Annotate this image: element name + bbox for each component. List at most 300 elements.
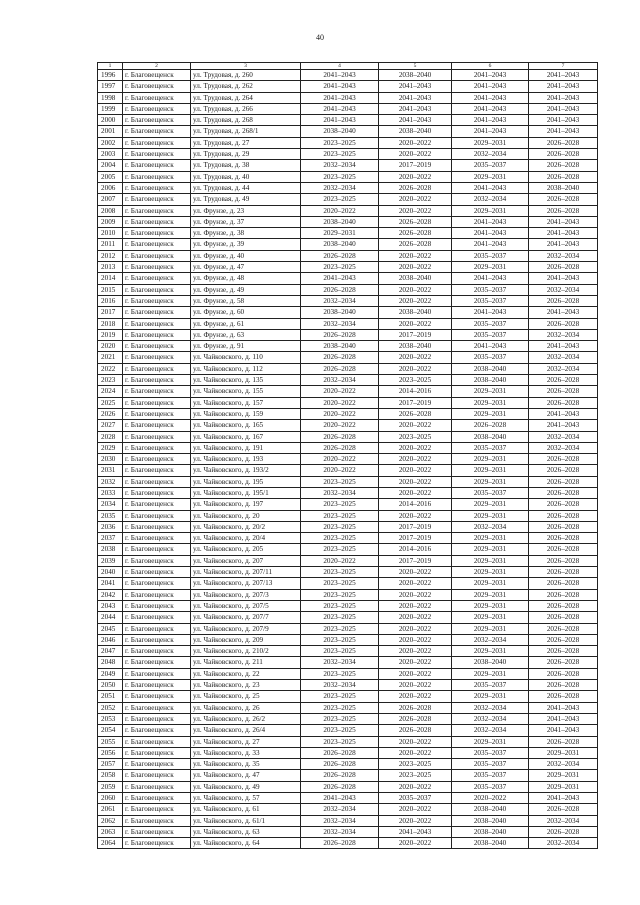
- period-cell-7: 2032–2034: [529, 431, 598, 442]
- table-row: [98, 329, 598, 340]
- table-row: [98, 838, 598, 849]
- period-cell-6: 2038–2040: [452, 826, 529, 837]
- period-cell-5: 2017–2019: [379, 555, 452, 566]
- period-cell-6: 2029–2031: [452, 578, 529, 589]
- period-cell-7: 2026–2028: [529, 657, 598, 668]
- row-number-cell: 2054: [98, 725, 123, 736]
- period-cell-6: 2029–2031: [452, 499, 529, 510]
- period-cell-5: 2017–2019: [379, 397, 452, 408]
- row-number-cell: 2005: [98, 171, 123, 182]
- table-row: [98, 702, 598, 713]
- address-cell: ул. Чайковского, д. 20/4: [191, 533, 301, 544]
- city-cell: г. Благовещенск: [123, 680, 191, 691]
- period-cell-6: 2035–2037: [452, 442, 529, 453]
- period-cell-7: 2026–2028: [529, 149, 598, 160]
- period-cell-5: 2020–2022: [379, 589, 452, 600]
- city-cell: г. Благовещенск: [123, 804, 191, 815]
- table-row: [98, 736, 598, 747]
- period-cell-5: 2020–2022: [379, 567, 452, 578]
- period-cell-6: 2035–2037: [452, 318, 529, 329]
- address-cell: ул. Чайковского, д. 33: [191, 747, 301, 758]
- address-cell: ул. Трудовая, д. 266: [191, 103, 301, 114]
- address-cell: ул. Чайковского, д. 165: [191, 420, 301, 431]
- address-cell: ул. Чайковского, д. 61/1: [191, 815, 301, 826]
- row-number-cell: 1997: [98, 81, 123, 92]
- row-number-cell: 2023: [98, 375, 123, 386]
- column-header: 4: [301, 63, 379, 70]
- address-cell: ул. Фрунзе, д. 60: [191, 307, 301, 318]
- period-cell-6: 2035–2037: [452, 781, 529, 792]
- period-cell-5: 2020–2022: [379, 295, 452, 306]
- period-cell-5: 2014–2016: [379, 386, 452, 397]
- period-cell-6: 2035–2037: [452, 352, 529, 363]
- period-cell-7: 2026–2028: [529, 646, 598, 657]
- period-cell-6: 2035–2037: [452, 747, 529, 758]
- row-number-cell: 2020: [98, 341, 123, 352]
- page-number: 40: [316, 33, 324, 42]
- row-number-cell: 1999: [98, 103, 123, 114]
- table-row: [98, 149, 598, 160]
- row-number-cell: 2012: [98, 250, 123, 261]
- period-cell-5: 2020–2022: [379, 318, 452, 329]
- period-cell-4: 2023–2025: [301, 521, 379, 532]
- row-number-cell: 1998: [98, 92, 123, 103]
- period-cell-5: 2020–2022: [379, 510, 452, 521]
- period-cell-4: 2020–2022: [301, 555, 379, 566]
- period-cell-6: 2029–2031: [452, 691, 529, 702]
- period-cell-5: 2014–2016: [379, 499, 452, 510]
- address-cell: ул. Чайковского, д. 210/2: [191, 646, 301, 657]
- period-cell-5: 2020–2022: [379, 454, 452, 465]
- document-table: [97, 62, 597, 849]
- address-cell: ул. Чайковского, д. 25: [191, 691, 301, 702]
- period-cell-4: 2020–2022: [301, 420, 379, 431]
- address-cell: ул. Чайковского, д. 157: [191, 397, 301, 408]
- period-cell-5: 2020–2022: [379, 646, 452, 657]
- period-cell-4: 2023–2025: [301, 612, 379, 623]
- city-cell: г. Благовещенск: [123, 103, 191, 114]
- row-number-cell: 2059: [98, 781, 123, 792]
- address-cell: ул. Фрунзе, д. 38: [191, 228, 301, 239]
- period-cell-6: 2041–2043: [452, 228, 529, 239]
- address-cell: ул. Трудовая, д. 38: [191, 160, 301, 171]
- period-cell-7: 2032–2034: [529, 815, 598, 826]
- period-cell-5: 2020–2022: [379, 171, 452, 182]
- period-cell-4: 2023–2025: [301, 691, 379, 702]
- period-cell-7: 2032–2034: [529, 284, 598, 295]
- period-cell-6: 2029–2031: [452, 397, 529, 408]
- row-number-cell: 2016: [98, 295, 123, 306]
- row-number-cell: 2060: [98, 793, 123, 804]
- row-number-cell: 2028: [98, 431, 123, 442]
- row-number-cell: 1996: [98, 70, 123, 81]
- period-cell-7: 2032–2034: [529, 759, 598, 770]
- table-row: [98, 521, 598, 532]
- row-number-cell: 2006: [98, 182, 123, 193]
- row-number-cell: 2015: [98, 284, 123, 295]
- period-cell-4: 2026–2028: [301, 250, 379, 261]
- period-cell-5: 2020–2022: [379, 657, 452, 668]
- period-cell-7: 2026–2028: [529, 623, 598, 634]
- address-cell: ул. Чайковского, д. 63: [191, 826, 301, 837]
- address-cell: ул. Чайковского, д. 35: [191, 759, 301, 770]
- table-row: [98, 510, 598, 521]
- city-cell: г. Благовещенск: [123, 262, 191, 273]
- city-cell: г. Благовещенск: [123, 295, 191, 306]
- period-cell-7: 2041–2043: [529, 115, 598, 126]
- city-cell: г. Благовещенск: [123, 205, 191, 216]
- column-header: 2: [123, 63, 191, 70]
- period-cell-6: 2041–2043: [452, 307, 529, 318]
- period-cell-6: 2041–2043: [452, 182, 529, 193]
- city-cell: г. Благовещенск: [123, 454, 191, 465]
- period-cell-5: 2026–2028: [379, 228, 452, 239]
- table-row: [98, 341, 598, 352]
- period-cell-7: 2026–2028: [529, 510, 598, 521]
- city-cell: г. Благовещенск: [123, 555, 191, 566]
- table-row: [98, 804, 598, 815]
- address-cell: ул. Фрунзе, д. 49: [191, 284, 301, 295]
- row-number-cell: 2011: [98, 239, 123, 250]
- table-row: [98, 589, 598, 600]
- period-cell-4: 2041–2043: [301, 92, 379, 103]
- table-row: [98, 420, 598, 431]
- period-cell-5: 2020–2022: [379, 487, 452, 498]
- address-cell: ул. Трудовая, д. 260: [191, 70, 301, 81]
- period-cell-5: 2020–2022: [379, 612, 452, 623]
- city-cell: г. Благовещенск: [123, 182, 191, 193]
- period-cell-7: 2026–2028: [529, 691, 598, 702]
- period-cell-6: 2032–2034: [452, 194, 529, 205]
- period-cell-7: 2026–2028: [529, 634, 598, 645]
- city-cell: г. Благовещенск: [123, 567, 191, 578]
- period-cell-4: 2038–2040: [301, 341, 379, 352]
- row-number-cell: 2018: [98, 318, 123, 329]
- row-number-cell: 2033: [98, 487, 123, 498]
- period-cell-4: 2026–2028: [301, 747, 379, 758]
- address-cell: ул. Чайковского, д. 110: [191, 352, 301, 363]
- column-header: 6: [452, 63, 529, 70]
- address-cell: ул. Трудовая, д. 49: [191, 194, 301, 205]
- period-cell-5: 2020–2022: [379, 476, 452, 487]
- period-cell-4: 2026–2028: [301, 759, 379, 770]
- table-row: [98, 250, 598, 261]
- address-cell: ул. Чайковского, д. 207/7: [191, 612, 301, 623]
- period-cell-4: 2041–2043: [301, 793, 379, 804]
- table-row: [98, 375, 598, 386]
- row-number-cell: 2052: [98, 702, 123, 713]
- city-cell: г. Благовещенск: [123, 793, 191, 804]
- row-number-cell: 2008: [98, 205, 123, 216]
- address-cell: ул. Чайковского, д. 191: [191, 442, 301, 453]
- address-cell: ул. Чайковского, д. 195: [191, 476, 301, 487]
- city-cell: г. Благовещенск: [123, 646, 191, 657]
- city-cell: г. Благовещенск: [123, 70, 191, 81]
- period-cell-7: 2026–2028: [529, 680, 598, 691]
- period-cell-6: 2038–2040: [452, 363, 529, 374]
- period-cell-7: 2026–2028: [529, 612, 598, 623]
- table-row: [98, 262, 598, 273]
- period-cell-5: 2023–2025: [379, 759, 452, 770]
- city-cell: г. Благовещенск: [123, 623, 191, 634]
- address-cell: ул. Чайковского, д. 207/11: [191, 567, 301, 578]
- table-row: [98, 205, 598, 216]
- period-cell-5: 2038–2040: [379, 307, 452, 318]
- period-cell-6: 2041–2043: [452, 239, 529, 250]
- address-cell: ул. Трудовая, д. 29: [191, 149, 301, 160]
- period-cell-4: 2026–2028: [301, 781, 379, 792]
- period-cell-7: 2026–2028: [529, 476, 598, 487]
- period-cell-5: 2026–2028: [379, 702, 452, 713]
- period-cell-4: 2023–2025: [301, 533, 379, 544]
- row-number-cell: 2047: [98, 646, 123, 657]
- table-body: [98, 63, 598, 849]
- period-cell-4: 2023–2025: [301, 736, 379, 747]
- period-cell-7: 2026–2028: [529, 499, 598, 510]
- period-cell-5: 2026–2028: [379, 725, 452, 736]
- period-cell-7: 2026–2028: [529, 160, 598, 171]
- period-cell-6: 2035–2037: [452, 680, 529, 691]
- period-cell-7: 2029–2031: [529, 781, 598, 792]
- address-cell: ул. Фрунзе, д. 63: [191, 329, 301, 340]
- row-number-cell: 2007: [98, 194, 123, 205]
- address-cell: ул. Чайковского, д. 27: [191, 736, 301, 747]
- table-row: [98, 295, 598, 306]
- period-cell-7: 2026–2028: [529, 194, 598, 205]
- period-cell-4: 2023–2025: [301, 623, 379, 634]
- period-cell-5: 2020–2022: [379, 691, 452, 702]
- table-row: [98, 284, 598, 295]
- period-cell-5: 2014–2016: [379, 544, 452, 555]
- row-number-cell: 2044: [98, 612, 123, 623]
- row-number-cell: 2056: [98, 747, 123, 758]
- period-cell-6: 2032–2034: [452, 521, 529, 532]
- address-cell: ул. Чайковского, д. 20/2: [191, 521, 301, 532]
- row-number-cell: 2004: [98, 160, 123, 171]
- period-cell-7: 2026–2028: [529, 521, 598, 532]
- row-number-cell: 2030: [98, 454, 123, 465]
- table-row: [98, 70, 598, 81]
- city-cell: г. Благовещенск: [123, 838, 191, 849]
- table-row: [98, 126, 598, 137]
- period-cell-6: 2029–2031: [452, 600, 529, 611]
- period-cell-5: 2020–2022: [379, 352, 452, 363]
- period-cell-4: 2026–2028: [301, 770, 379, 781]
- period-cell-5: 2041–2043: [379, 81, 452, 92]
- city-cell: г. Благовещенск: [123, 397, 191, 408]
- period-cell-7: 2041–2043: [529, 81, 598, 92]
- row-number-cell: 2034: [98, 499, 123, 510]
- address-cell: ул. Чайковского, д. 26/2: [191, 713, 301, 724]
- city-cell: г. Благовещенск: [123, 341, 191, 352]
- row-number-cell: 2064: [98, 838, 123, 849]
- table-row: [98, 103, 598, 114]
- period-cell-7: 2041–2043: [529, 793, 598, 804]
- city-cell: г. Благовещенск: [123, 713, 191, 724]
- period-cell-6: 2026–2028: [452, 420, 529, 431]
- address-cell: ул. Фрунзе, д. 61: [191, 318, 301, 329]
- city-cell: г. Благовещенск: [123, 149, 191, 160]
- table-row: [98, 171, 598, 182]
- row-number-cell: 2038: [98, 544, 123, 555]
- period-cell-4: 2026–2028: [301, 363, 379, 374]
- city-cell: г. Благовещенск: [123, 137, 191, 148]
- period-cell-6: 2035–2037: [452, 160, 529, 171]
- period-cell-7: 2026–2028: [529, 295, 598, 306]
- period-cell-5: 2020–2022: [379, 363, 452, 374]
- period-cell-5: 2038–2040: [379, 273, 452, 284]
- period-cell-4: 2032–2034: [301, 657, 379, 668]
- table-row: [98, 92, 598, 103]
- address-cell: ул. Чайковского, д. 155: [191, 386, 301, 397]
- period-cell-6: 2032–2034: [452, 702, 529, 713]
- period-cell-6: 2032–2034: [452, 713, 529, 724]
- period-cell-6: 2041–2043: [452, 115, 529, 126]
- period-cell-6: 2029–2031: [452, 736, 529, 747]
- period-cell-5: 2038–2040: [379, 70, 452, 81]
- period-cell-4: 2023–2025: [301, 499, 379, 510]
- period-cell-4: 2023–2025: [301, 725, 379, 736]
- period-cell-7: 2026–2028: [529, 804, 598, 815]
- period-cell-5: 2020–2022: [379, 747, 452, 758]
- city-cell: г. Благовещенск: [123, 702, 191, 713]
- period-cell-5: 2020–2022: [379, 194, 452, 205]
- address-cell: ул. Чайковского, д. 22: [191, 668, 301, 679]
- city-cell: г. Благовещенск: [123, 600, 191, 611]
- address-cell: ул. Чайковского, д. 207/13: [191, 578, 301, 589]
- row-number-cell: 2027: [98, 420, 123, 431]
- period-cell-5: 2020–2022: [379, 465, 452, 476]
- city-cell: г. Благовещенск: [123, 668, 191, 679]
- address-cell: ул. Чайковского, д. 207/5: [191, 600, 301, 611]
- city-cell: г. Благовещенск: [123, 160, 191, 171]
- city-cell: г. Благовещенск: [123, 431, 191, 442]
- period-cell-6: 2041–2043: [452, 216, 529, 227]
- city-cell: г. Благовещенск: [123, 544, 191, 555]
- period-cell-4: 2041–2043: [301, 70, 379, 81]
- period-cell-6: 2029–2031: [452, 386, 529, 397]
- row-number-cell: 2003: [98, 149, 123, 160]
- city-cell: г. Благовещенск: [123, 420, 191, 431]
- row-number-cell: 2036: [98, 521, 123, 532]
- address-cell: ул. Трудовая, д. 268: [191, 115, 301, 126]
- address-cell: ул. Чайковского, д. 167: [191, 431, 301, 442]
- period-cell-4: 2023–2025: [301, 137, 379, 148]
- city-cell: г. Благовещенск: [123, 126, 191, 137]
- row-number-cell: 2032: [98, 476, 123, 487]
- city-cell: г. Благовещенск: [123, 250, 191, 261]
- period-cell-5: 2026–2028: [379, 216, 452, 227]
- period-cell-7: 2026–2028: [529, 826, 598, 837]
- period-cell-6: 2038–2040: [452, 657, 529, 668]
- period-cell-6: 2029–2031: [452, 544, 529, 555]
- period-cell-5: 2020–2022: [379, 781, 452, 792]
- period-cell-7: 2026–2028: [529, 567, 598, 578]
- period-cell-5: 2017–2019: [379, 329, 452, 340]
- table-row: [98, 318, 598, 329]
- period-cell-4: 2032–2034: [301, 487, 379, 498]
- address-cell: ул. Чайковского, д. 26: [191, 702, 301, 713]
- period-cell-7: 2041–2043: [529, 307, 598, 318]
- period-cell-4: 2038–2040: [301, 239, 379, 250]
- row-number-cell: 2014: [98, 273, 123, 284]
- period-cell-5: 2041–2043: [379, 115, 452, 126]
- period-cell-4: 2023–2025: [301, 634, 379, 645]
- column-header: 5: [379, 63, 452, 70]
- city-cell: г. Благовещенск: [123, 284, 191, 295]
- table-row: [98, 612, 598, 623]
- table-row: [98, 454, 598, 465]
- period-cell-5: 2026–2028: [379, 182, 452, 193]
- period-cell-5: 2020–2022: [379, 668, 452, 679]
- row-number-cell: 2062: [98, 815, 123, 826]
- row-number-cell: 2013: [98, 262, 123, 273]
- row-number-cell: 2055: [98, 736, 123, 747]
- address-cell: ул. Чайковского, д. 207/9: [191, 623, 301, 634]
- city-cell: г. Благовещенск: [123, 476, 191, 487]
- period-cell-5: 2020–2022: [379, 250, 452, 261]
- period-cell-7: 2041–2043: [529, 126, 598, 137]
- period-cell-4: 2032–2034: [301, 826, 379, 837]
- address-cell: ул. Чайковского, д. 207/3: [191, 589, 301, 600]
- period-cell-4: 2023–2025: [301, 510, 379, 521]
- period-cell-5: 2020–2022: [379, 149, 452, 160]
- period-cell-4: 2041–2043: [301, 115, 379, 126]
- city-cell: г. Благовещенск: [123, 747, 191, 758]
- period-cell-6: 2029–2031: [452, 567, 529, 578]
- period-cell-5: 2023–2025: [379, 431, 452, 442]
- period-cell-6: 2029–2031: [452, 137, 529, 148]
- table-row: [98, 137, 598, 148]
- row-number-cell: 2043: [98, 600, 123, 611]
- address-cell: ул. Фрунзе, д. 91: [191, 341, 301, 352]
- column-header: 7: [529, 63, 598, 70]
- period-cell-6: 2029–2031: [452, 476, 529, 487]
- row-number-cell: 2026: [98, 408, 123, 419]
- period-cell-6: 2041–2043: [452, 81, 529, 92]
- period-cell-6: 2029–2031: [452, 454, 529, 465]
- period-cell-6: 2041–2043: [452, 341, 529, 352]
- period-cell-7: 2026–2028: [529, 555, 598, 566]
- table-row: [98, 657, 598, 668]
- table-row: [98, 567, 598, 578]
- address-cell: ул. Фрунзе, д. 58: [191, 295, 301, 306]
- city-cell: г. Благовещенск: [123, 533, 191, 544]
- period-cell-7: 2026–2028: [529, 318, 598, 329]
- address-cell: ул. Фрунзе, д. 37: [191, 216, 301, 227]
- period-cell-5: 2041–2043: [379, 92, 452, 103]
- address-cell: ул. Фрунзе, д. 23: [191, 205, 301, 216]
- period-cell-4: 2026–2028: [301, 329, 379, 340]
- table-row: [98, 182, 598, 193]
- table-row: [98, 307, 598, 318]
- address-cell: ул. Чайковского, д. 26/4: [191, 725, 301, 736]
- address-cell: ул. Чайковского, д. 47: [191, 770, 301, 781]
- period-cell-7: 2041–2043: [529, 70, 598, 81]
- period-cell-4: 2023–2025: [301, 194, 379, 205]
- period-cell-4: 2038–2040: [301, 307, 379, 318]
- period-cell-6: 2029–2031: [452, 510, 529, 521]
- period-cell-7: 2026–2028: [529, 454, 598, 465]
- period-cell-5: 2038–2040: [379, 126, 452, 137]
- table-row: [98, 544, 598, 555]
- period-cell-6: 2032–2034: [452, 725, 529, 736]
- table-row: [98, 781, 598, 792]
- period-cell-7: 2041–2043: [529, 228, 598, 239]
- city-cell: г. Благовещенск: [123, 442, 191, 453]
- period-cell-4: 2023–2025: [301, 476, 379, 487]
- row-number-cell: 2039: [98, 555, 123, 566]
